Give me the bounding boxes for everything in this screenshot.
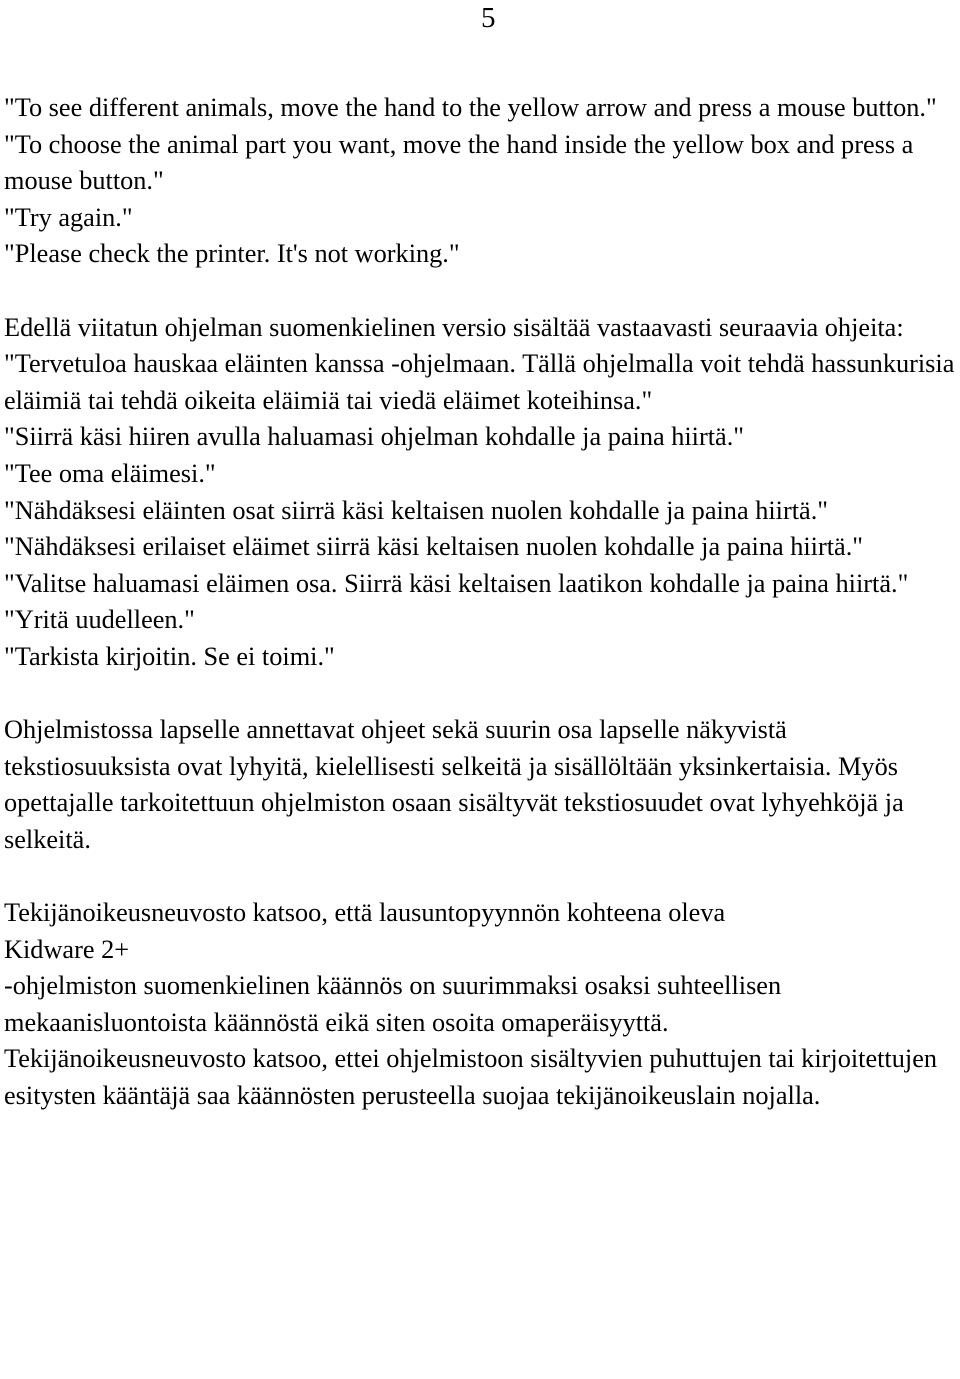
finnish-instruction: "Tarkista kirjoitin. Se ei toimi." <box>4 641 335 671</box>
conclusion-line: -ohjelmiston suomenkielinen käännös on suurimmaksi osaksi suhteellisen mekaanisluontoista käännöstä eikä siten osoita omaperäisyyttä. <box>4 971 782 1037</box>
finnish-instruction: "Nähdäksesi erilaiset eläimet siirrä käsi keltaisen nuolen kohdalle ja paina hiirtä." <box>4 532 864 562</box>
finnish-instruction: "Yritä uudelleen." <box>4 605 195 635</box>
english-instruction: "Try again." <box>4 202 133 232</box>
conclusion-line: Kidware 2+ <box>4 934 130 964</box>
finnish-instruction: "Valitse haluamasi eläimen osa. Siirrä käsi keltaisen laatikon kohdalle ja paina hiirtä." <box>4 568 909 598</box>
document-body <box>4 90 956 1115</box>
english-instruction: "To choose the animal part you want, move the hand inside the yellow box and press a mouse button." <box>4 129 914 196</box>
finnish-instruction: "Tervetuloa hauskaa eläinten kanssa -ohjelmaan. Tällä ohjelmalla voit tehdä hassunkurisia eläimiä tai tehdä oikeita eläimiä tai viedä eläimet koteihinsa." <box>4 349 955 415</box>
finnish-instruction: "Siirrä käsi hiiren avulla haluamasi ohjelman kohdalle ja paina hiirtä." <box>4 422 745 452</box>
page-number: 5 <box>481 2 496 34</box>
assessment-paragraph: Ohjelmistossa lapselle annettavat ohjeet sekä suurin osa lapselle näkyvistä tekstiosuuksista ovat lyhyitä, kielellisesti selkeitä ja sisällöltään yksinkertaisia. Myös opettajalle tarkoitettuun ohjelmiston osaan sisältyvät tekstiosuudet ovat lyhyehköjä ja selkeitä. <box>4 715 904 854</box>
finnish-intro: Edellä viitatun ohjelman suomenkielinen versio sisältää vastaavasti seuraavia ohjeita: <box>4 312 904 342</box>
conclusion-line: Tekijänoikeusneuvosto katsoo, ettei ohjelmistoon sisältyvien puhuttujen tai kirjoitettujen esitysten kääntäjä saa käännösten perusteella suojaa tekijänoikeuslain nojalla. <box>4 1044 938 1111</box>
english-instruction: "Please check the printer. It's not working." <box>4 239 460 269</box>
finnish-instruction: "Tee oma eläimesi." <box>4 458 216 488</box>
english-instruction: "To see different animals, move the hand to the yellow arrow and press a mouse button." <box>4 93 937 122</box>
finnish-instruction: "Nähdäksesi eläinten osat siirrä käsi keltaisen nuolen kohdalle ja paina hiirtä." <box>4 495 828 525</box>
conclusion-line: Tekijänoikeusneuvosto katsoo, että lausuntopyynnön kohteena oleva <box>4 898 726 928</box>
